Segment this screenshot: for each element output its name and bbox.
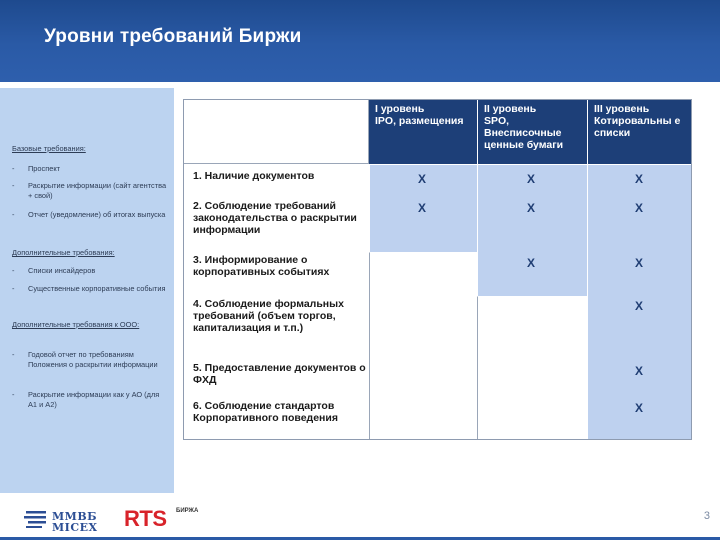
bullet-dash: - — [12, 350, 15, 359]
title-bar — [0, 0, 720, 82]
mark-x: X — [418, 172, 427, 186]
mark-x: X — [635, 201, 644, 215]
level-2-header: II уровень SPO, Внесписочные ценные бумаги — [477, 99, 587, 164]
level-1-cell — [369, 252, 477, 440]
bullet-dash: - — [12, 164, 15, 173]
basic-item: Раскрытие информации (сайт агентства + свой) — [28, 181, 167, 200]
micex-logo-icon — [24, 508, 50, 530]
mark-x: X — [527, 256, 536, 270]
basic-requirements-heading: Базовые требования: — [12, 144, 86, 153]
rts-birzha-label: БИРЖА — [176, 508, 199, 514]
basic-item: Проспект — [28, 164, 61, 173]
requirements-panel — [0, 88, 174, 493]
mark-x: X — [635, 364, 644, 378]
bullet-dash: - — [12, 284, 15, 293]
row-label: 6. Соблюдение стандартов Корпоративного поведения — [183, 398, 369, 440]
mark-x: X — [635, 256, 644, 270]
page-title: Уровни требований Биржи — [44, 26, 302, 47]
row-label: 4. Соблюдение формальных требований (объем торгов, капитализация и т.п.) — [183, 296, 369, 360]
level-1-header: I уровень IPO, размещения — [369, 99, 477, 164]
ooo-item: Годовой отчет по требованиям Положения о раскрытии информации — [28, 350, 158, 369]
extra-requirements-heading: Дополнительные требования: — [12, 248, 115, 257]
ooo-requirements-heading: Дополнительные требования к ООО: — [12, 320, 140, 329]
micex-logo-text: ММВБ — [52, 510, 98, 523]
mark-x: X — [527, 172, 536, 186]
row-label: 2. Соблюдение требований законодательства о раскрытии информации — [183, 198, 369, 252]
mark-x: X — [635, 401, 644, 415]
mark-x: X — [635, 172, 644, 186]
row-label: 1. Наличие документов — [183, 168, 369, 198]
mark-x: X — [418, 201, 427, 215]
basic-item: Отчет (уведомление) об итогах выпуска — [28, 210, 166, 219]
level-2-cell — [477, 296, 587, 440]
rts-logo: RTS — [124, 506, 167, 531]
mark-x: X — [527, 201, 536, 215]
extra-item: Списки инсайдеров — [28, 266, 96, 275]
level-3-header: III уровень Котировальны е списки — [587, 99, 692, 164]
bullet-dash: - — [12, 266, 15, 275]
page-number: 3 — [703, 510, 710, 522]
bullet-dash: - — [12, 390, 15, 399]
ooo-item: Раскрытие информации как у АО (для А1 и А2) — [28, 390, 160, 409]
bullet-dash: - — [12, 210, 15, 219]
row-label: 5. Предоставление документов о ФХД — [183, 360, 369, 398]
row-label: 3. Информирование о корпоративных событиях — [183, 252, 369, 296]
micex-logo-text: MICEX — [52, 521, 98, 534]
table-corner — [183, 99, 369, 164]
extra-item: Существенные корпоративные события — [28, 284, 166, 293]
mark-x: X — [635, 299, 644, 313]
bullet-dash: - — [12, 181, 15, 190]
